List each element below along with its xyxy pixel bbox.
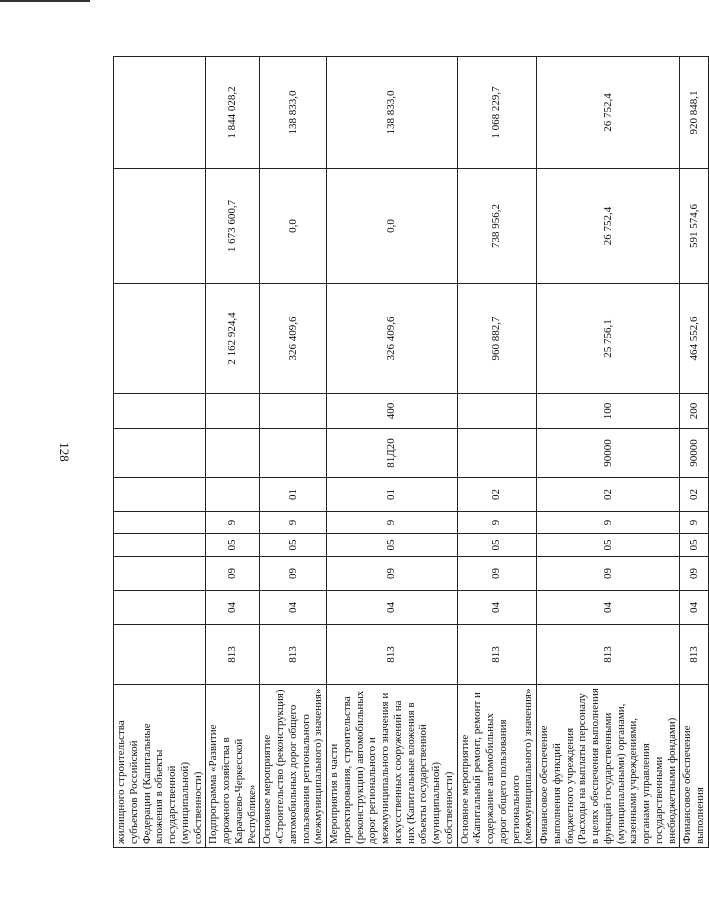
- code-cell: 100: [537, 394, 680, 429]
- code-cell: 9: [206, 512, 260, 534]
- amount-cell: 26 752,4: [537, 57, 680, 169]
- amount-cell: 464 552,6: [680, 284, 709, 394]
- row-name-cell: жилищного строительства субъектов Российской Федерации (Капитальные вложения в объекты государственной (муниципальной) собственности): [114, 685, 206, 848]
- code-cell: 02: [680, 478, 709, 512]
- amount-cell: [114, 169, 206, 284]
- code-cell: 813: [206, 625, 260, 685]
- code-cell: 90000: [680, 429, 709, 478]
- code-cell: [206, 394, 260, 429]
- code-cell: 05: [260, 534, 327, 557]
- amount-cell: 591 574,6: [680, 169, 709, 284]
- code-cell: [114, 534, 206, 557]
- code-cell: 04: [206, 591, 260, 625]
- code-cell: [260, 394, 327, 429]
- row-name-cell: Основное мероприятие «Капитальный ремонт, ремонт и содержание автомобильных дорог общего пользования регионального (межмуниципального) значения»: [457, 685, 537, 848]
- table-row: [327, 57, 458, 848]
- amount-cell: 1 844 028,2: [206, 57, 260, 169]
- table-row: [457, 57, 537, 848]
- amount-cell: 960 882,7: [457, 284, 537, 394]
- code-cell: [457, 429, 537, 478]
- code-cell: 02: [457, 478, 537, 512]
- code-cell: [114, 429, 206, 478]
- code-cell: 04: [537, 591, 680, 625]
- code-cell: 9: [680, 512, 709, 534]
- amount-cell: 326 409,6: [260, 284, 327, 394]
- amount-cell: 0,0: [327, 169, 458, 284]
- code-cell: 9: [457, 512, 537, 534]
- table-row: [206, 57, 260, 848]
- code-cell: [114, 557, 206, 591]
- code-cell: 04: [260, 591, 327, 625]
- code-cell: 813: [457, 625, 537, 685]
- code-cell: 09: [260, 557, 327, 591]
- code-cell: 04: [680, 591, 709, 625]
- code-cell: 05: [327, 534, 458, 557]
- code-cell: [457, 394, 537, 429]
- code-cell: [114, 478, 206, 512]
- amount-cell: 138 833,0: [327, 57, 458, 169]
- code-cell: 813: [260, 625, 327, 685]
- amount-cell: 138 833,0: [260, 57, 327, 169]
- code-cell: [114, 625, 206, 685]
- code-cell: 01: [327, 478, 458, 512]
- table-row: [114, 57, 206, 848]
- amount-cell: 2 162 924,4: [206, 284, 260, 394]
- table-row: [680, 57, 709, 848]
- code-cell: 9: [260, 512, 327, 534]
- code-cell: 02: [537, 478, 680, 512]
- code-cell: 09: [537, 557, 680, 591]
- code-cell: 05: [206, 534, 260, 557]
- code-cell: [114, 512, 206, 534]
- code-cell: [114, 591, 206, 625]
- code-cell: 813: [327, 625, 458, 685]
- table-row: [537, 57, 680, 848]
- amount-cell: 25 756,1: [537, 284, 680, 394]
- amount-cell: [114, 284, 206, 394]
- amount-cell: 1 673 600,7: [206, 169, 260, 284]
- scan-edge-line: [0, 0, 90, 2]
- row-name-cell: Мероприятия в части проектирования, строительства (реконструкции) автомобильных дорог регионального и межмуниципального значения и искусственных сооружений на них (Капитальные вложения в объекты государственной (муниципальной) собственности): [327, 685, 458, 848]
- amount-cell: 920 848,1: [680, 57, 709, 169]
- code-cell: 09: [206, 557, 260, 591]
- row-name-cell: Финансовое обеспечение выполнения: [680, 685, 709, 848]
- code-cell: 813: [680, 625, 709, 685]
- code-cell: 813: [537, 625, 680, 685]
- budget-table: [113, 56, 709, 848]
- code-cell: 9: [327, 512, 458, 534]
- amount-cell: 26 752,4: [537, 169, 680, 284]
- code-cell: 05: [537, 534, 680, 557]
- code-cell: 04: [327, 591, 458, 625]
- code-cell: 01: [260, 478, 327, 512]
- row-name-cell: Финансовое обеспечение выполнения функций бюджетного учреждения (Расходы на выплаты персоналу в целях обеспечения выполнения функций государственными (муниципальными) органами, казенными учреждениями, органами управления государственными внебюджетными фондами): [537, 685, 680, 848]
- code-cell: 200: [680, 394, 709, 429]
- amount-cell: 1 068 229,7: [457, 57, 537, 169]
- amount-cell: 0,0: [260, 169, 327, 284]
- code-cell: 90000: [537, 429, 680, 478]
- code-cell: 05: [680, 534, 709, 557]
- page-number: 128: [57, 442, 72, 462]
- row-name-cell: Подпрограмма «Развитие дорожного хозяйства в Карачаево-Черкесской Республике»: [206, 685, 260, 848]
- code-cell: [206, 478, 260, 512]
- amount-cell: [114, 57, 206, 169]
- code-cell: 81Д20: [327, 429, 458, 478]
- amount-cell: 326 409,6: [327, 284, 458, 394]
- table-row: [260, 57, 327, 848]
- row-name-cell: Основное мероприятие «Строительство (реконструкция) автомобильных дорог общего пользования регионального (межмуниципального) значения»: [260, 685, 327, 848]
- code-cell: 9: [537, 512, 680, 534]
- amount-cell: 738 956,2: [457, 169, 537, 284]
- code-cell: 400: [327, 394, 458, 429]
- code-cell: 04: [457, 591, 537, 625]
- code-cell: 09: [680, 557, 709, 591]
- code-cell: [260, 429, 327, 478]
- code-cell: 09: [327, 557, 458, 591]
- code-cell: [206, 429, 260, 478]
- code-cell: [114, 394, 206, 429]
- code-cell: 05: [457, 534, 537, 557]
- code-cell: 09: [457, 557, 537, 591]
- rotated-table-area: [113, 57, 706, 848]
